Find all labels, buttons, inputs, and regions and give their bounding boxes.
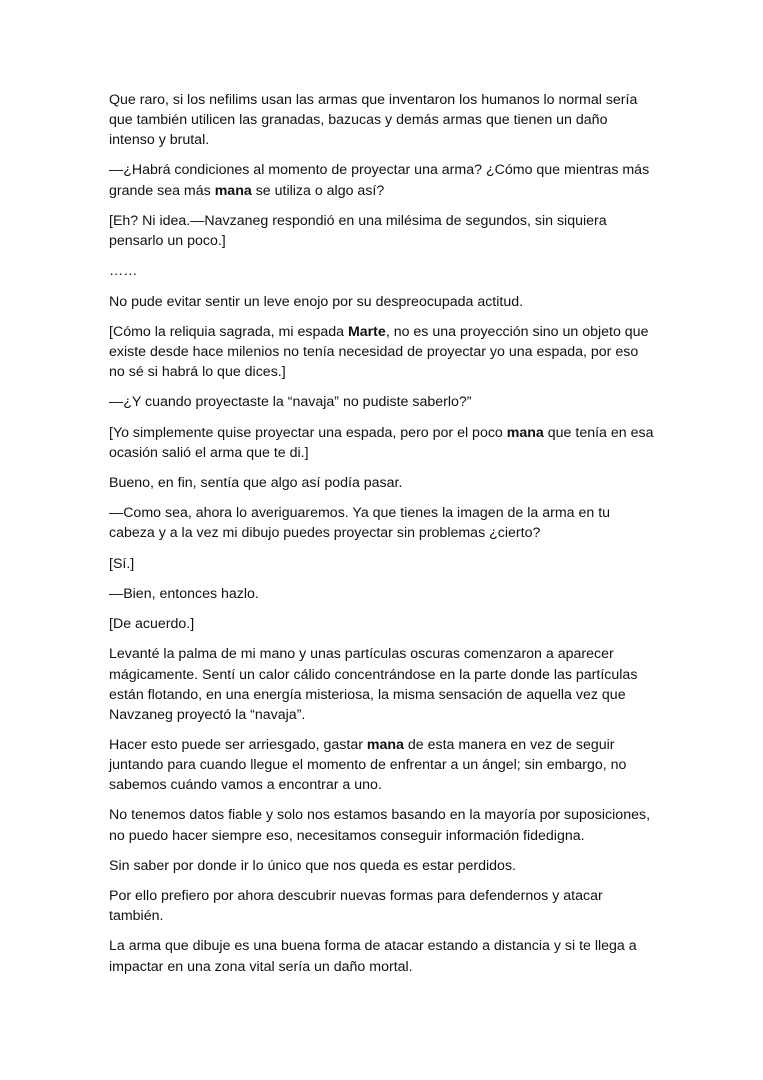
text-run: Sin saber por donde ir lo único que nos queda es estar perdidos. (109, 857, 516, 874)
text-run: Hacer esto puede ser arriesgado, gastar (109, 736, 367, 753)
paragraph (109, 584, 657, 604)
paragraph (109, 392, 657, 412)
paragraph (109, 503, 657, 543)
text-run: —¿Y cuando proyectaste la “navaja” no pudiste saberlo?” (109, 394, 472, 411)
text-run: No pude evitar sentir un leve enojo por su despreocupada actitud. (109, 293, 524, 310)
text-run: [De acuerdo.] (109, 616, 195, 633)
paragraph (109, 473, 657, 493)
paragraph (109, 735, 657, 795)
text-run: [Sí.] (109, 555, 135, 572)
text-run: …… (109, 263, 138, 280)
text-run: —¿Habrá condiciones al momento de proyectar una arma? ¿Cómo que mientras más grande sea más (109, 162, 650, 199)
text-run: Levanté la palma de mi mano y unas partículas oscuras comenzaron a aparecer mágicamente. Sentí un calor cálido concentrándose en la parte donde las partículas están flotando, en una energía misteriosa, la misma sensación de aquella vez que Navzaneg proyectó la “navaja”. (109, 646, 638, 723)
paragraph (109, 644, 657, 724)
text-run: —Bien, entonces hazlo. (109, 585, 259, 602)
text-run: [Yo simplemente quise proyectar una espada, pero por el poco (109, 424, 507, 441)
paragraph (109, 90, 657, 150)
text-run: Bueno, en fin, sentía que algo así podía pasar. (109, 474, 403, 491)
text-run: No tenemos datos fiable y solo nos estamos basando en la mayoría por suposiciones, no puedo hacer siempre eso, necesitamos conseguir información fidedigna. (109, 807, 651, 844)
text-run: [Cómo la reliquia sagrada, mi espada (109, 323, 348, 340)
paragraph (109, 322, 657, 382)
text-run: Que raro, si los nefilims usan las armas que inventaron los humanos lo normal sería que también utilicen las granadas, bazucas y demás armas que tienen un daño intenso y brutal. (109, 92, 638, 149)
paragraph (109, 936, 657, 976)
text-run: , no es una proyección sino un objeto que existe desde hace milenios no tenía necesidad de proyectar yo una espada, por eso no sé si habrá lo que dices.] (109, 323, 649, 380)
paragraph (109, 886, 657, 926)
paragraph (109, 554, 657, 574)
bold-term: mana (366, 736, 404, 753)
paragraph (109, 160, 657, 200)
paragraph (109, 423, 657, 463)
paragraph (109, 292, 657, 312)
paragraph (109, 211, 657, 251)
text-run: —Como sea, ahora lo averiguaremos. Ya que tienes la imagen de la arma en tu cabeza y a la vez mi dibujo puedes proyectar sin problemas ¿cierto? (109, 505, 611, 542)
paragraph (109, 805, 657, 845)
paragraph (109, 856, 657, 876)
text-run: se utiliza o algo así? (251, 182, 385, 199)
document-body (109, 90, 657, 987)
bold-term: mana (506, 424, 544, 441)
text-run: que tenía en esa ocasión salió el arma que te di.] (109, 424, 654, 461)
paragraph (109, 614, 657, 634)
text-run: [Eh? Ni idea.—Navzaneg respondió en una milésima de segundos, sin siquiera pensarlo un poco.] (109, 212, 607, 249)
paragraph (109, 261, 657, 281)
text-run: de esta manera en vez de seguir juntando para cuando llegue el momento de enfrentar a un ángel; sin embargo, no sabemos cuándo vamos a encontrar a uno. (109, 736, 627, 794)
bold-term: Marte (347, 323, 386, 340)
bold-term: mana (214, 182, 252, 199)
text-run: Por ello prefiero por ahora descubrir nuevas formas para defendernos y atacar también. (109, 888, 603, 925)
text-run: La arma que dibuje es una buena forma de atacar estando a distancia y si te llega a impactar en una zona vital sería un daño mortal. (109, 938, 637, 975)
